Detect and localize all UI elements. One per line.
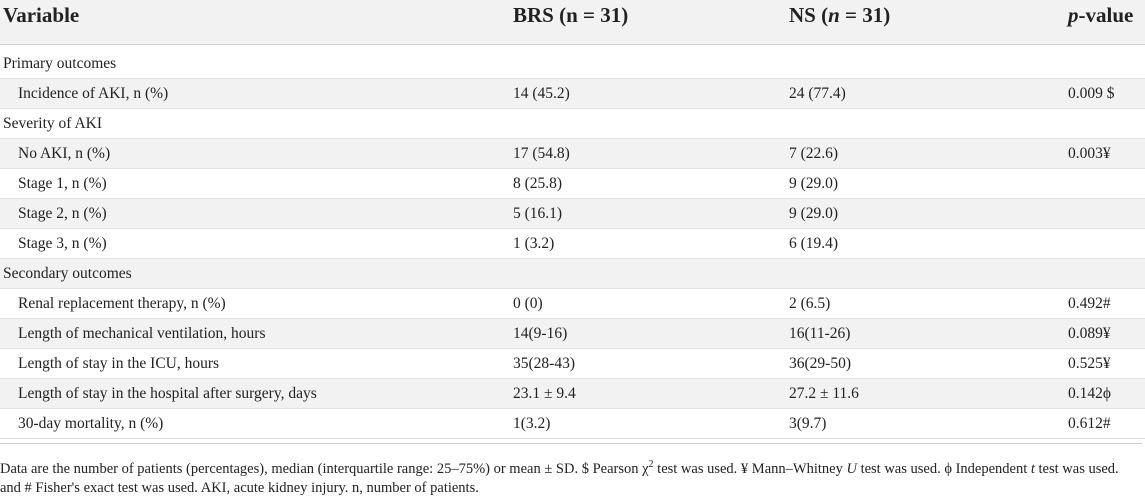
cell-brs: 14 (45.2): [513, 85, 570, 102]
cell-brs: 1 (3.2): [513, 235, 555, 252]
cell-variable: Length of stay in the hospital after surgery, days: [18, 385, 317, 402]
cell-variable: Stage 1, n (%): [18, 175, 107, 192]
table-footnote: Data are the number of patients (percentages), median (interquartile range: 25–75%) or mean ± SD. $ Pearson $\chi^2$ test was used. ¥ Mann–Whitney U test was used. ϕ Independent t test was used. and # Fisher's exact test was used. AKI, acute kidney injury. n, number of patients.: [0, 443, 1142, 498]
cell-variable: 30-day mortality, n (%): [18, 415, 164, 432]
cell-ns: 7 (22.6): [789, 145, 839, 162]
table-row: [0, 409, 1145, 439]
cell-variable: Incidence of AKI, n (%): [18, 85, 169, 102]
header-ns: NS (n = 31): [789, 3, 891, 27]
cell-p-value: 0.612#: [1068, 415, 1111, 432]
cell-brs: 5 (16.1): [513, 205, 563, 222]
cell-variable: Stage 2, n (%): [18, 205, 107, 222]
section-row: [0, 259, 1145, 289]
cell-brs: 8 (25.8): [513, 175, 563, 192]
section-row: [0, 109, 1145, 139]
cell-variable: Length of mechanical ventilation, hours: [18, 325, 266, 342]
table-row: [0, 169, 1145, 199]
cell-p-value: 0.492#: [1068, 295, 1111, 312]
cell-variable: Stage 3, n (%): [18, 235, 107, 252]
cell-variable: Secondary outcomes: [3, 265, 132, 282]
cell-brs: 14(9-16): [513, 325, 568, 342]
cell-brs: 1(3.2): [513, 415, 551, 432]
cell-variable: Renal replacement therapy, n (%): [18, 295, 226, 312]
table-row: [0, 229, 1145, 259]
cell-brs: 23.1 ± 9.4: [513, 385, 576, 402]
cell-brs: 0 (0): [513, 295, 543, 312]
header-variable: Variable: [3, 3, 80, 27]
cell-p-value: 0.009 $: [1068, 85, 1115, 102]
section-row: [0, 49, 1145, 79]
cell-variable: Length of stay in the ICU, hours: [18, 355, 220, 372]
cell-ns: 6 (19.4): [789, 235, 839, 252]
header-brs: BRS (n = 31): [513, 3, 629, 27]
cell-ns: 9 (29.0): [789, 205, 839, 222]
table-row: [0, 379, 1145, 409]
cell-p-value: 0.142ϕ: [1068, 385, 1112, 402]
cell-ns: 36(29-50): [789, 355, 851, 372]
cell-ns: 3(9.7): [789, 415, 827, 432]
cell-ns: 2 (6.5): [789, 295, 831, 312]
table-row: [0, 199, 1145, 229]
cell-variable: Primary outcomes: [3, 55, 117, 72]
cell-ns: 16(11-26): [789, 325, 851, 342]
cell-variable: No AKI, n (%): [18, 145, 111, 162]
cell-variable: Severity of AKI: [3, 115, 103, 132]
table-row: [0, 139, 1145, 169]
header-p-value: p-value: [1068, 3, 1134, 27]
table-header: [0, 0, 1145, 45]
table-row: [0, 289, 1145, 319]
table-row: [0, 79, 1145, 109]
cell-brs: 35(28-43): [513, 355, 575, 372]
cell-ns: 9 (29.0): [789, 175, 839, 192]
table-row: [0, 349, 1145, 379]
cell-p-value: 0.003¥: [1068, 145, 1111, 162]
cell-brs: 17 (54.8): [513, 145, 570, 162]
cell-ns: 27.2 ± 11.6: [789, 385, 859, 402]
cell-p-value: 0.525¥: [1068, 355, 1111, 372]
cell-p-value: 0.089¥: [1068, 325, 1111, 342]
table-row: [0, 319, 1145, 349]
cell-ns: 24 (77.4): [789, 85, 846, 102]
